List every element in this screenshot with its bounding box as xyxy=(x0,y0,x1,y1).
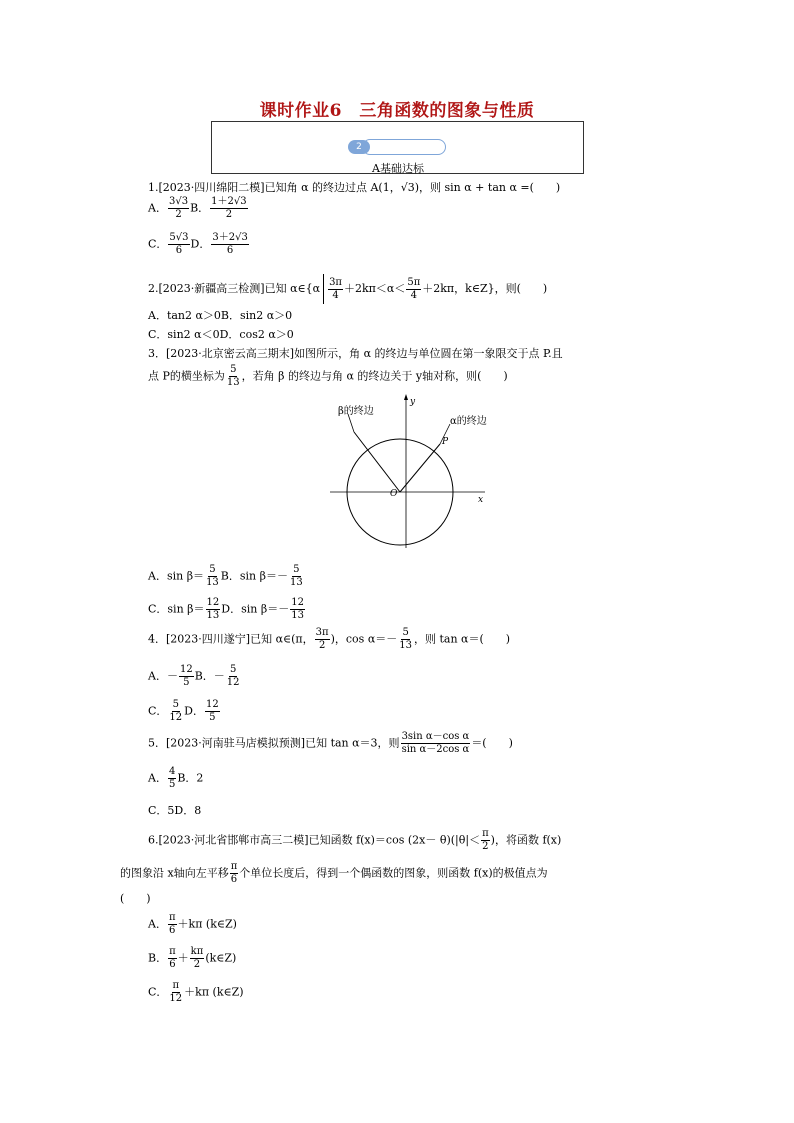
q3-stem-line2 xyxy=(148,364,508,389)
q6-b-tail: (k∈Z) xyxy=(205,951,237,965)
q1-c-den: 6 xyxy=(175,245,183,256)
section-banner xyxy=(211,121,584,174)
q3-b-num: 5 xyxy=(293,564,300,575)
alpha-label: α的终边 xyxy=(450,416,487,427)
q6-frac-1 xyxy=(481,828,490,853)
q3-c-num: 12 xyxy=(206,597,220,608)
unit-circle-figure xyxy=(320,392,490,552)
q1-c-num: 5√3 xyxy=(169,232,189,243)
q6-b-den: 6 xyxy=(169,959,176,970)
q4-f1-den: 2 xyxy=(318,640,326,651)
q1-a-frac xyxy=(168,196,189,221)
q3-b-den: 13 xyxy=(289,577,303,588)
q3-options-ab xyxy=(148,564,305,589)
q1-stem: 1.[2023·四川绵阳二模]已知角 α 的终边过点 A(1，√3)，则 sin α + tan α =( ) xyxy=(148,181,561,194)
q2-stem-c: ＋2kπ，k∈Z}，则( ) xyxy=(422,282,548,295)
q6-f2-den: 6 xyxy=(230,874,238,885)
q4-b-den: 12 xyxy=(226,677,240,688)
q6-b-label: B． xyxy=(148,951,168,965)
q3-d-num: 12 xyxy=(291,597,304,608)
q4-frac-2 xyxy=(398,627,413,652)
q5-b-option: B．2 xyxy=(177,771,204,785)
q4-c-den: 12 xyxy=(169,712,183,723)
q3-a-num: 5 xyxy=(209,564,216,575)
q3-c-frac xyxy=(206,597,221,622)
beta-label: β的终边 xyxy=(338,406,374,417)
q4-d-num: 12 xyxy=(205,699,219,710)
q2-stem xyxy=(148,274,547,304)
q2-options-cd: C．sin2 α＜0D．cos2 α＞0 xyxy=(148,328,294,341)
q4-a-label: A．－ xyxy=(148,669,178,683)
q5-stem-a: 5．[2023·河南驻马店模拟预测]已知 tan α＝3，则 xyxy=(148,736,400,750)
q6-b-num2: kπ xyxy=(190,946,204,957)
q3-d-frac xyxy=(290,597,305,622)
q6-b-frac xyxy=(168,946,177,971)
q5-f-den: sin α－2cos α xyxy=(401,744,470,755)
q3-b-frac xyxy=(289,564,304,589)
q3-f-num: 5 xyxy=(230,364,237,375)
q3-f-den: 13 xyxy=(226,377,240,388)
x-label: x xyxy=(478,495,484,505)
q1-a-num: 3√3 xyxy=(168,196,189,207)
q1-d-frac xyxy=(211,232,248,257)
q5-a-num: 4 xyxy=(168,766,176,777)
q5-f-num: 3sin α－cos α xyxy=(401,731,470,742)
q4-paren-a: (π， xyxy=(291,632,314,646)
q4-options-ab xyxy=(148,664,242,689)
q6-c-num: π xyxy=(172,980,180,991)
q4-paren-b: )，cos α＝－ xyxy=(330,632,398,646)
q5-stem xyxy=(148,731,513,756)
q6-option-b xyxy=(148,946,236,971)
q3-a-label: A．sin β＝ xyxy=(148,569,205,583)
q6-frac-2 xyxy=(230,861,239,886)
banner-pill xyxy=(362,139,446,155)
q5-a-frac xyxy=(168,766,176,791)
q4-options-cd xyxy=(148,699,221,724)
q3-a-den: 13 xyxy=(206,577,219,588)
q6-option-c xyxy=(148,980,244,1005)
q4-stem-a: 4．[2023·四川遂宁]已知 α∈ xyxy=(148,632,292,646)
q2-stem-a: 2.[2023·新疆高三检测]已知 α∈{α xyxy=(148,282,321,295)
q4-c-label: C． xyxy=(148,704,168,718)
q1-b-num: 1＋2√3 xyxy=(211,196,247,207)
q1-options-cd xyxy=(148,232,250,257)
beta-terminal-side xyxy=(354,432,400,492)
q1-d-label: D． xyxy=(190,237,211,251)
q6-stem-b: )，将函数 f(x) xyxy=(490,833,562,847)
q3-a-frac xyxy=(205,564,220,589)
q6-c-label: C． xyxy=(148,985,168,999)
q4-a-frac xyxy=(179,664,194,689)
q2-set-bar xyxy=(323,274,324,304)
q4-d-label: D． xyxy=(184,704,204,718)
q1-d-num: 3＋2√3 xyxy=(212,232,248,243)
q4-f1-num: 3π xyxy=(315,627,329,638)
q2-stem-b: ＋2kπ＜α＜ xyxy=(344,282,406,295)
q2-frac-1 xyxy=(328,277,343,302)
q6-line2-a: 的图象沿 x轴向左平移 xyxy=(120,866,229,880)
y-label: y xyxy=(410,397,416,407)
q4-c-num: 5 xyxy=(172,699,179,710)
q4-a-num: 12 xyxy=(179,664,193,675)
q6-stem-line3: ( ) xyxy=(120,892,151,905)
page-title: 课时作业6 三角函数的图象与性质 xyxy=(259,101,535,121)
q4-f2-den: 13 xyxy=(399,640,412,651)
q6-stem-line2 xyxy=(120,861,548,886)
q6-a-den: 6 xyxy=(169,925,176,936)
q3-stem-line1: 3．[2023·北京密云高三期末]如图所示，角 α 的终边与单位圆在第一象限交于点 P.且 xyxy=(148,347,563,360)
y-axis-arrow xyxy=(404,394,408,400)
q6-stem-a: 6.[2023·河北省邯郸市高三二模]已知函数 f(x)＝cos (2x－ θ)(|θ|＜ xyxy=(148,833,481,847)
q6-option-a xyxy=(148,912,237,937)
q6-c-frac xyxy=(168,980,183,1005)
q1-a-label: A． xyxy=(148,201,167,215)
q4-stem-b: ，则 tan α＝( ) xyxy=(414,632,511,646)
q2-f1-num: 3π xyxy=(329,276,342,288)
q5-frac xyxy=(401,731,471,756)
q3-b-label: B．sin β＝－ xyxy=(220,569,288,583)
q2-f1-den: 4 xyxy=(332,289,339,301)
q6-f1-den: 2 xyxy=(482,841,489,852)
q6-f2-num: π xyxy=(230,861,238,872)
banner-badge: 2 xyxy=(348,140,370,154)
point-p-label: P xyxy=(442,437,449,447)
q5-stem-b: ＝( ) xyxy=(471,736,513,750)
q6-b-num: π xyxy=(169,946,176,957)
q5-a-label: A． xyxy=(148,771,167,785)
q6-c-den: 12 xyxy=(169,993,183,1004)
q2-f2-den: 4 xyxy=(410,289,417,301)
q6-b-frac-2 xyxy=(190,946,205,971)
q2-frac-2 xyxy=(406,277,421,302)
q1-b-frac xyxy=(210,196,247,221)
q2-options-ab: A．tan2 α＞0B．sin2 α＞0 xyxy=(148,309,293,322)
q6-line2-b: 个单位长度后，得到一个偶函数的图象，则函数 f(x)的极值点为 xyxy=(239,866,548,880)
q6-a-num: π xyxy=(168,912,176,923)
q1-b-den: 2 xyxy=(225,209,233,220)
q6-a-tail: ＋kπ (k∈Z) xyxy=(177,917,237,931)
q3-c-den: 13 xyxy=(206,610,220,621)
q3-options-cd xyxy=(148,597,306,622)
origin-label: O xyxy=(390,489,398,499)
q1-c-label: C． xyxy=(148,237,168,251)
q4-d-den: 5 xyxy=(209,712,216,723)
q4-b-num: 5 xyxy=(229,664,237,675)
q4-f2-num: 5 xyxy=(402,627,409,638)
q1-c-frac xyxy=(168,232,189,257)
q3-d-den: 13 xyxy=(291,610,304,621)
q4-stem xyxy=(148,627,510,652)
q6-c-tail: ＋kπ (k∈Z) xyxy=(184,985,244,999)
q1-options-ab xyxy=(148,196,249,221)
q6-b-mid: ＋ xyxy=(177,951,189,965)
q4-a-den: 5 xyxy=(183,677,190,688)
q1-a-den: 2 xyxy=(175,209,182,220)
q3-c-label: C．sin β＝ xyxy=(148,602,205,616)
q6-a-label: A． xyxy=(148,917,167,931)
q1-d-den: 6 xyxy=(226,245,234,256)
q3-line2-b: ，若角 β 的终边与角 α 的终边关于 y轴对称，则( ) xyxy=(241,369,508,383)
q4-b-frac xyxy=(226,664,241,689)
q5-a-den: 5 xyxy=(168,779,176,790)
q3-d-label: D．sin β＝－ xyxy=(221,602,290,616)
q1-b-label: B． xyxy=(190,201,210,215)
banner-label: A基础达标 xyxy=(372,162,424,175)
q6-stem-line1 xyxy=(148,828,561,853)
q4-b-label: B．－ xyxy=(194,669,225,683)
q4-frac-1 xyxy=(315,627,330,652)
q5-options-cd: C．5D．8 xyxy=(148,804,202,817)
q5-options-ab xyxy=(148,766,203,791)
q3-frac xyxy=(226,364,241,389)
q6-f1-num: π xyxy=(482,828,489,839)
q6-a-frac xyxy=(168,912,177,937)
q6-b-den2: 2 xyxy=(193,959,201,970)
q2-f2-num: 5π xyxy=(407,276,421,288)
q3-line2-a: 点 P的横坐标为 xyxy=(148,369,225,383)
q4-d-frac xyxy=(205,699,220,724)
q4-c-frac xyxy=(168,699,183,724)
